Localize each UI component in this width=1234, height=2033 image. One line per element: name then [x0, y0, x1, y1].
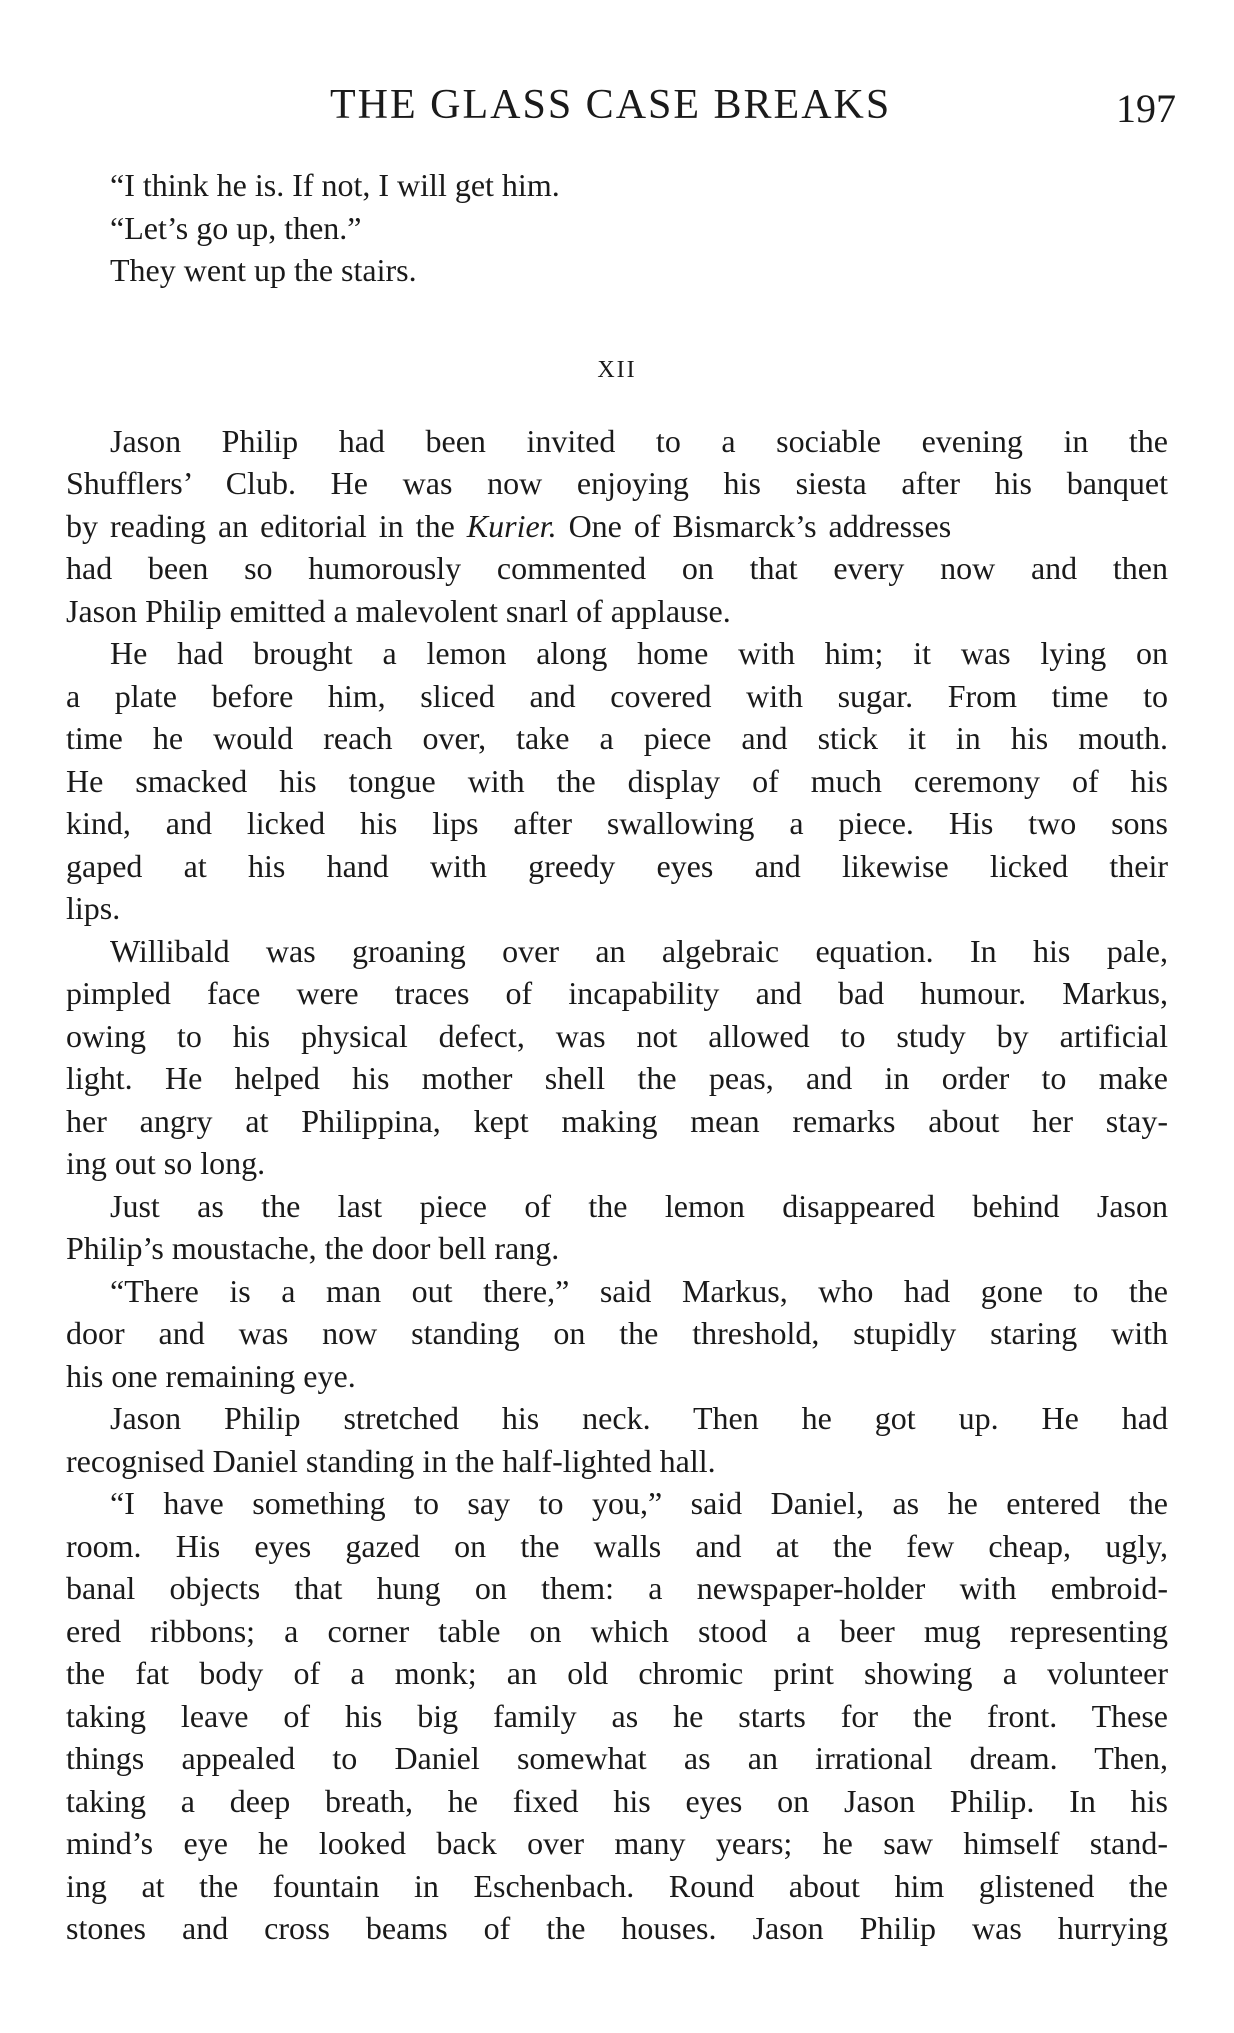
text-line: mind’s eye he looked back over many years; he saw himself stand- [66, 1825, 1168, 1861]
text-line: Jason Philip stretched his neck. Then he got up. He had [110, 1400, 1168, 1436]
text-line: taking a deep breath, he fixed his eyes on Jason Philip. In his [66, 1782, 1168, 1819]
paragraph [66, 1185, 1168, 1270]
text-line: recognised Daniel standing in the half-lighted hall. [66, 1442, 716, 1479]
opening-line: “I think he is. If not, I will get him. [110, 167, 560, 203]
text-line-with-italic [66, 505, 1168, 548]
paragraph [66, 1482, 1168, 1950]
text-line: Philip’s moustache, the door bell rang. [66, 1230, 560, 1266]
paragraph [66, 1270, 1168, 1398]
newspaper-title: Kurier. [466, 507, 557, 544]
page-number: 197 [1116, 86, 1176, 131]
text-line: time he would reach over, take a piece and stick it in his mouth. [66, 720, 1168, 756]
text-line: his one remaining eye. [66, 1357, 356, 1394]
text-line: ered ribbons; a corner table on which stood a beer mug representing [66, 1612, 1168, 1649]
running-title: THE GLASS CASE BREAKS [330, 82, 892, 128]
text-line: pimpled face were traces of incapability and bad humour. Markus, [66, 975, 1168, 1011]
text-line: a plate before him, sliced and covered with sugar. From time to [66, 677, 1168, 714]
text-line: room. His eyes gazed on the walls and at the few cheap, ugly, [66, 1527, 1168, 1564]
text-line: stones and cross beams of the houses. Jason Philip was hurrying [66, 1910, 1168, 1946]
paragraph [66, 632, 1168, 930]
section-number: XII [597, 356, 637, 383]
running-header [66, 80, 1176, 140]
text-line: Jason Philip emitted a malevolent snarl of applause. [66, 592, 731, 629]
text-line: He had brought a lemon along home with him; it was lying on [110, 635, 1168, 671]
text-line: Willibald was groaning over an algebraic equation. In his pale, [110, 932, 1168, 969]
opening-line: They went up the stairs. [110, 252, 417, 288]
text-line: Shufflers’ Club. He was now enjoying his siesta after his banquet [66, 465, 1168, 501]
text-line: ing at the fountain in Eschenbach. Round about him glistened the [66, 1867, 1168, 1904]
text-line: things appealed to Daniel somewhat as an irrational dream. Then, [66, 1740, 1168, 1776]
text-line: kind, and licked his lips after swallowing a piece. His two sons [66, 805, 1168, 841]
paragraph [66, 420, 1168, 633]
text-line: light. He helped his mother shell the peas, and in order to make [66, 1060, 1168, 1096]
text-line: door and was now standing on the threshold, stupidly staring with [66, 1315, 1168, 1351]
text-line: the fat body of a monk; an old chromic print showing a volunteer [66, 1655, 1168, 1691]
text-line: her angry at Philippina, kept making mean remarks about her stay- [66, 1102, 1168, 1139]
text-line: banal objects that hung on them: a newspaper-holder with embroid- [66, 1570, 1168, 1606]
paragraph [66, 930, 1168, 1185]
text-line: lips. [66, 890, 121, 926]
text-line: had been so humorously commented on that every now and then [66, 550, 1168, 586]
text-line: Just as the last piece of the lemon disappeared behind Jason [110, 1187, 1168, 1224]
text-line: owing to his physical defect, was not allowed to study by artificial [66, 1017, 1168, 1054]
text-line: “I have something to say to you,” said Daniel, as he entered the [110, 1485, 1168, 1521]
text-line: ing out so long. [66, 1145, 266, 1181]
text-line: “There is a man out there,” said Markus, who had gone to the [110, 1272, 1168, 1309]
text-segment: by reading an editorial in the [66, 507, 467, 544]
paragraph [66, 1397, 1168, 1482]
opening-line: “Let’s go up, then.” [110, 209, 362, 246]
text-line: Jason Philip had been invited to a sociable evening in the [110, 422, 1168, 459]
body-text [66, 164, 1168, 1950]
text-segment: One of Bismarck’s addresses [556, 507, 952, 544]
text-line: gaped at his hand with greedy eyes and likewise licked their [66, 847, 1168, 884]
text-line: taking leave of his big family as he starts for the front. These [66, 1697, 1168, 1734]
text-line: He smacked his tongue with the display of much ceremony of his [66, 762, 1168, 799]
